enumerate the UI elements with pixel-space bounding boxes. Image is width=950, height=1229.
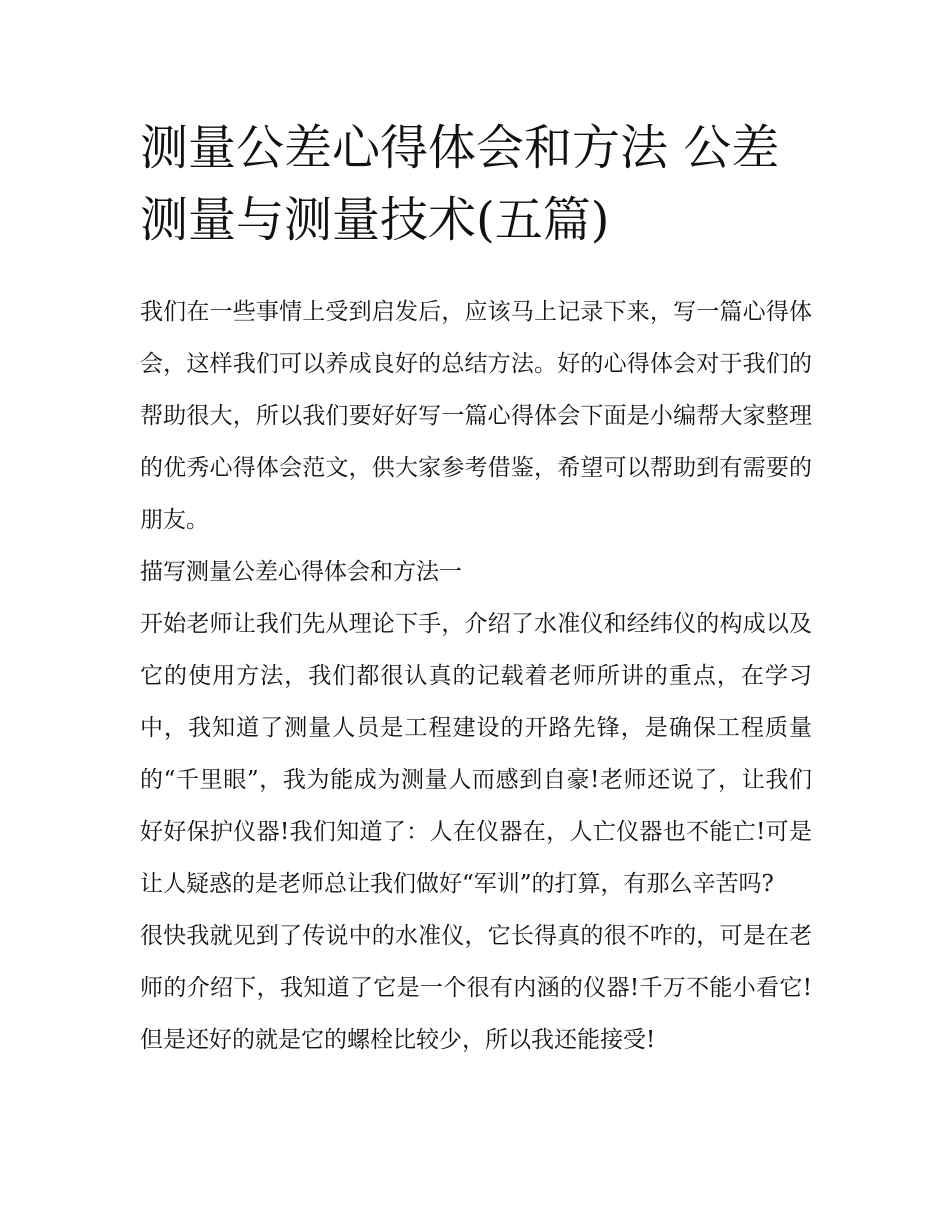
intro-paragraph: 我们在一些事情上受到启发后，应该马上记录下来，写一篇心得体会，这样我们可以养成良好的总结方法。好的心得体会对于我们的帮助很大，所以我们要好好写一篇心得体会下面是小编帮大家整理的优秀心得体会范文，供大家参考借鉴，希望可以帮助到有需要的朋友。 <box>140 299 812 533</box>
body-paragraph-1: 开始老师让我们先从理论下手，介绍了水准仪和经纬仪的构成以及它的使用方法，我们都很认真的记载着老师所讲的重点，在学习中，我知道了测量人员是工程建设的开路先锋，是确保工程质量的“千里眼”，我为能成为测量人而感到自豪!老师还说了，让我们好好保护仪器!我们知道了：人在仪器在，人亡仪器也不能亡!可是让人疑惑的是老师总让我们做好“军训”的打算，有那么辛苦吗? <box>140 611 812 897</box>
body-paragraph-2: 很快我就见到了传说中的水准仪，它长得真的很不咋的，可是在老师的介绍下，我知道了它是一个很有内涵的仪器!千万不能小看它!但是还好的就是它的螺栓比较少，所以我还能接受! <box>140 923 812 1053</box>
document-title: 测量公差心得体会和方法 公差测量与测量技术(五篇) <box>140 120 780 248</box>
section-heading: 描写测量公差心得体会和方法一 <box>140 559 462 585</box>
document-content <box>140 112 812 1066</box>
